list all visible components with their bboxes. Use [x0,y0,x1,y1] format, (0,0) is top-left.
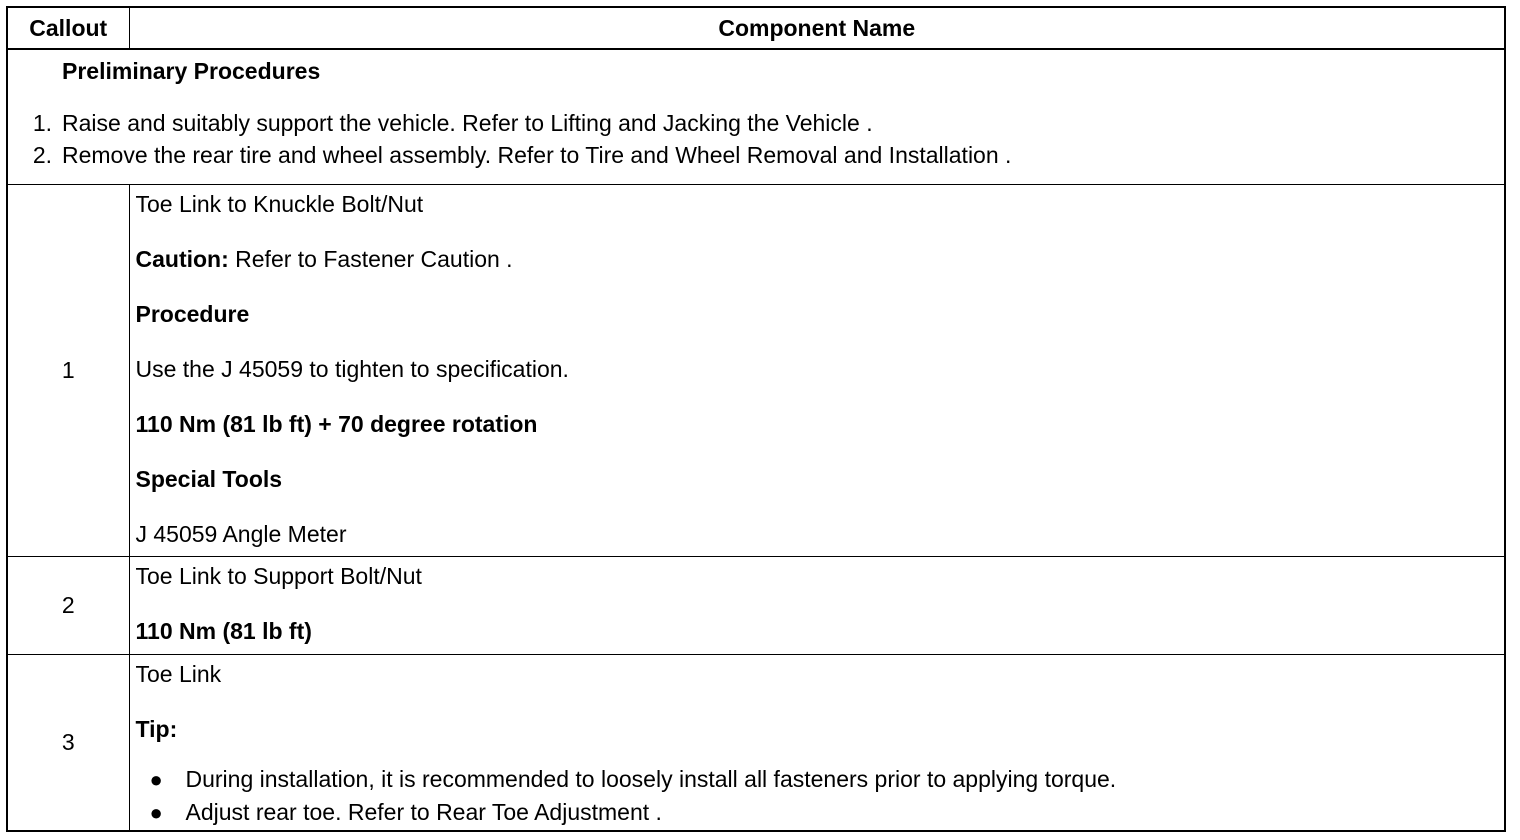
component-name: Toe Link to Knuckle Bolt/Nut [135,191,424,217]
caution-line [136,246,1505,273]
preliminary-step [8,139,1504,171]
step-number: 1. [32,110,52,136]
component-cell [129,185,1504,557]
table-row [8,655,1504,831]
procedure-table [8,8,1504,830]
component-cell [129,557,1504,655]
procedure-text: Use the J 45059 to tighten to specification. [135,356,569,382]
callout-number: 1 [8,185,129,557]
tip-text: During installation, it is recommended to loosely install all fasteners prior to applying torque. [185,766,1117,792]
caution-label: Caution: [135,246,229,272]
caution-text: Refer to Fastener Caution . [228,246,513,272]
step-number: 2. [32,142,52,168]
torque-spec: 110 Nm (81 lb ft) [135,618,312,644]
tip-bullet [150,763,1505,796]
header-row [8,8,1504,49]
preliminary-step [8,107,1504,139]
table-row [8,557,1504,655]
bullet-icon: ● [149,767,163,792]
tip-text: Adjust rear toe. Refer to Rear Toe Adjustment . [185,799,662,825]
preliminary-row [8,49,1504,185]
preliminary-steps [8,107,1504,171]
callout-number: 2 [8,557,129,655]
procedure-label: Procedure [135,301,250,327]
component-name-header: Component Name [129,8,1504,49]
special-tools-text: J 45059 Angle Meter [135,521,347,547]
component-name: Toe Link [135,661,222,687]
preliminary-title: Preliminary Procedures [62,58,321,84]
tip-bullets [136,763,1505,829]
callout-number: 3 [8,655,129,831]
callout-header: Callout [8,8,129,49]
torque-spec: 110 Nm (81 lb ft) + 70 degree rotation [135,411,538,437]
step-text: Raise and suitably support the vehicle. Refer to Lifting and Jacking the Vehicle . [62,110,873,136]
component-cell [129,655,1504,831]
bullet-icon: ● [149,800,163,825]
procedure-table-frame [6,6,1506,832]
table-row [8,185,1504,557]
special-tools-label: Special Tools [135,466,283,492]
component-name: Toe Link to Support Bolt/Nut [135,563,422,589]
tip-label: Tip: [135,716,178,742]
preliminary-cell [8,49,1504,185]
tip-bullet [150,796,1505,829]
step-text: Remove the rear tire and wheel assembly. Refer to Tire and Wheel Removal and Installation . [62,142,1012,168]
